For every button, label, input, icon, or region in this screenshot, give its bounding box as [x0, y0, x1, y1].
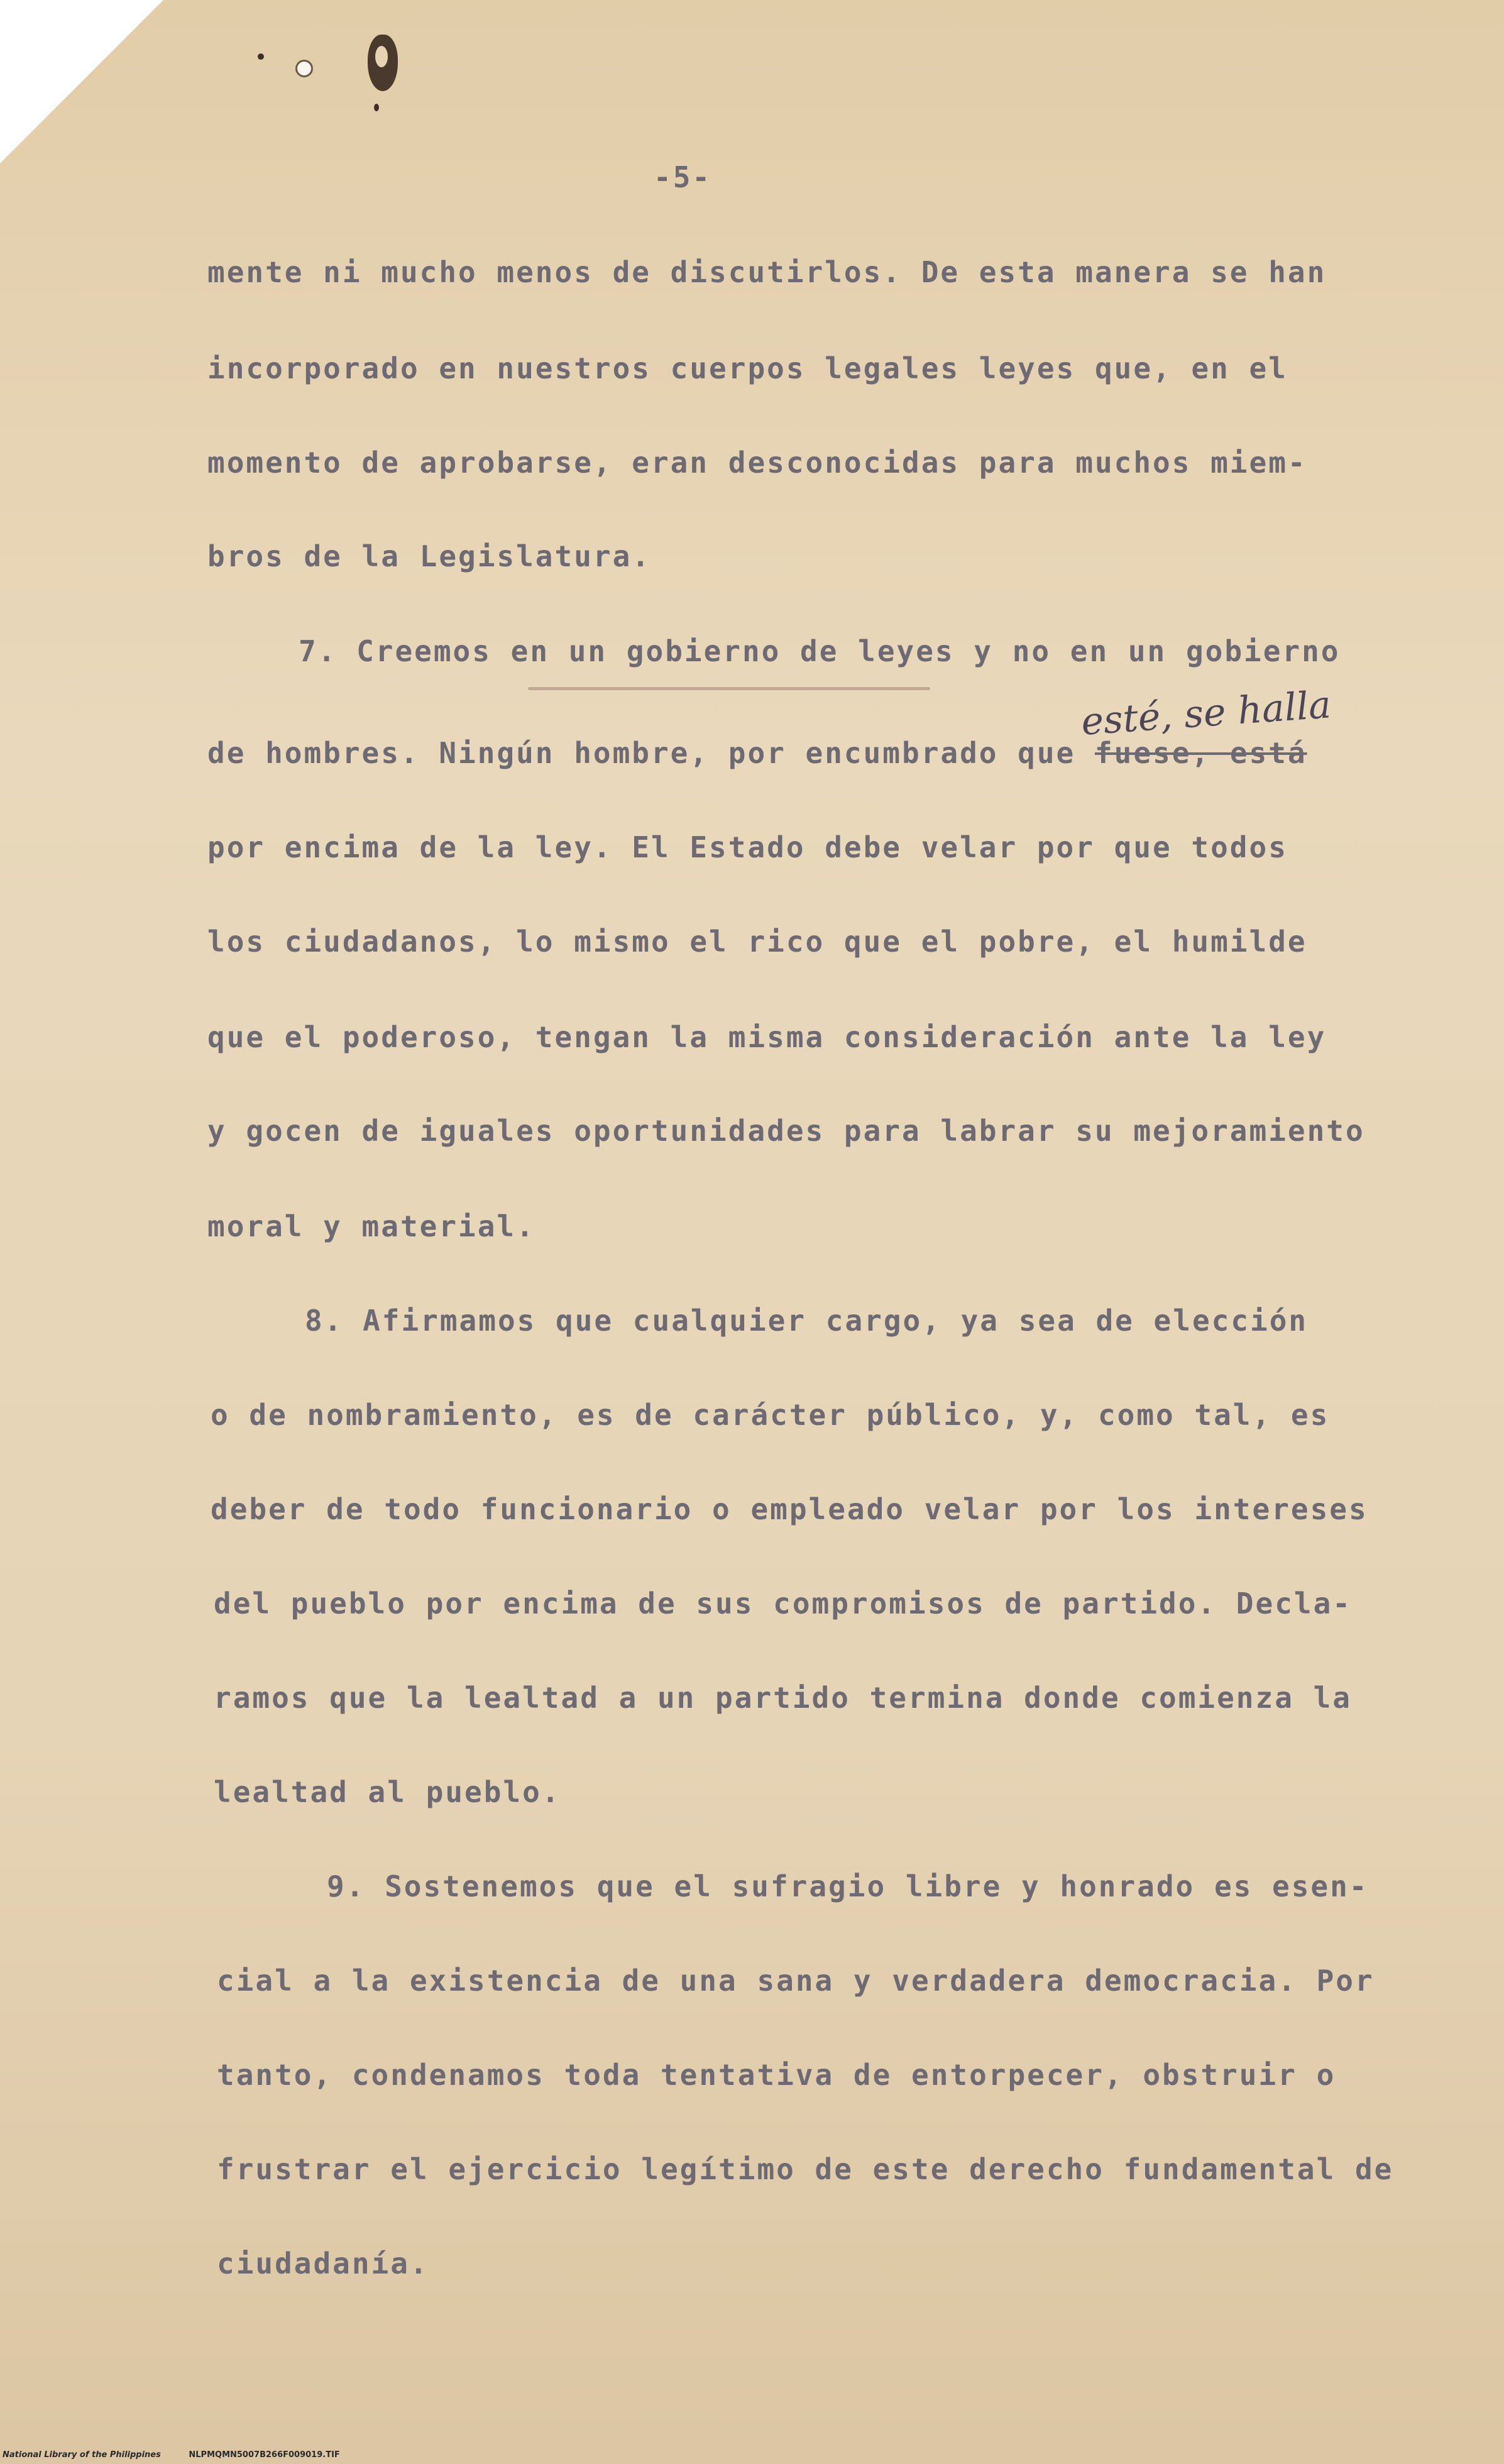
handwritten-insert: esté, se halla	[1080, 683, 1332, 744]
text-line: lealtad al pueblo.	[214, 1775, 561, 1809]
text-line-segment: de hombres. Ningún hombre, por encumbrado que	[207, 736, 1076, 770]
ink-blot	[375, 46, 388, 67]
pen-stroke	[528, 687, 930, 690]
text-line: mente ni mucho menos de discutirlos. De esta manera se han	[207, 255, 1327, 289]
text-line: y gocen de iguales oportunidades para labrar su mejoramiento	[207, 1114, 1365, 1148]
text-line: incorporado en nuestros cuerpos legales leyes que, en el	[207, 351, 1288, 385]
library-name: National Library of the Philippines	[3, 2450, 161, 2460]
text-line: momento de aprobarse, eran desconocidas para muchos miem-	[207, 446, 1307, 480]
text-line: cial a la existencia de una sana y verdadera democracia. Por	[217, 1964, 1375, 1998]
text-line: o de nombramiento, es de carácter público, y, como tal, es	[211, 1398, 1330, 1432]
torn-corner	[0, 0, 163, 163]
text-line: del pueblo por encima de sus compromisos de partido. Decla-	[214, 1587, 1352, 1620]
file-code: NLPMQMN5007B266F009019.TIF	[189, 2450, 340, 2460]
text-line: ciudadanía.	[217, 2247, 429, 2280]
text-line: 9. Sostenemos que el sufragio libre y honrado es esen-	[327, 1869, 1369, 1903]
text-line: ramos que la lealtad a un partido termina donde comienza la	[214, 1681, 1352, 1715]
struck-text: fuese, está	[1094, 736, 1307, 770]
text-line: 8. Afirmamos que cualquier cargo, ya sea de elección	[305, 1304, 1309, 1338]
text-line: moral y material.	[207, 1209, 535, 1243]
text-line	[207, 736, 1402, 770]
text-line: deber de todo funcionario o empleado velar por los intereses	[211, 1492, 1368, 1526]
punch-hole	[295, 60, 313, 77]
text-line: tanto, condenamos toda tentativa de entorpecer, obstruir o	[217, 2058, 1336, 2092]
text-line: 7. Creemos en un gobierno de leyes y no en un gobierno	[299, 634, 1341, 668]
text-line: por encima de la ley. El Estado debe velar por que todos	[207, 830, 1288, 864]
text-line: frustrar el ejercicio legítimo de este derecho fundamental de	[217, 2152, 1394, 2186]
text-line: que el poderoso, tengan la misma consideración ante la ley	[207, 1020, 1327, 1054]
text-line: los ciudadanos, lo mismo el rico que el pobre, el humilde	[207, 925, 1307, 959]
ink-spot	[374, 104, 379, 111]
page-number: -5-	[654, 160, 712, 194]
scan-footer	[3, 2450, 340, 2460]
text-line: bros de la Legislatura.	[207, 539, 651, 573]
ink-spot	[258, 53, 264, 60]
